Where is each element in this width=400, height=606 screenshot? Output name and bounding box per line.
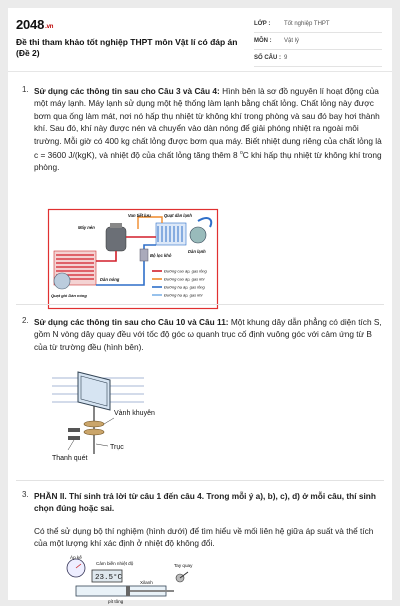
- document-meta: [254, 16, 382, 67]
- document-title: Đề thi tham khảo tốt nghiệp THPT môn Vật lí có đáp án (Đề 2): [16, 37, 238, 58]
- label-filter-drier: Bộ lọc khô: [150, 253, 172, 258]
- evaporator-coil: [156, 223, 186, 245]
- label-evaporator: Dàn lạnh: [188, 249, 206, 254]
- question-number: 2.: [22, 316, 29, 325]
- label-gauge: Áp kế: [70, 555, 82, 560]
- label-compressor: Máy nén: [78, 225, 95, 230]
- compressor-icon: [106, 223, 126, 251]
- label-brush: Thanh quét: [52, 455, 88, 462]
- blower-icon: [190, 227, 206, 243]
- label-temp-sensor: Cảm biến nhiệt độ: [96, 561, 134, 566]
- question-number: 3.: [22, 490, 29, 499]
- generator-coil-diagram: [48, 366, 155, 466]
- label-outdoor-fan: Quạt gió Dàn nóng: [51, 293, 87, 298]
- slip-ring: [84, 429, 104, 435]
- question-number: 1.: [22, 85, 29, 94]
- legend-item: Đường hạ áp, gas khí: [164, 292, 203, 298]
- question-lead: Sử dụng các thông tin sau cho Câu 3 và Câu 4:: [34, 86, 220, 96]
- document-header: [8, 8, 392, 72]
- legend-item: Đường cao áp, gas khí: [164, 276, 205, 282]
- site-logo[interactable]: 2048.vn: [16, 17, 54, 32]
- question-text: Sử dụng các thông tin sau cho Câu 10 và Câu 11: Một khung dây dẫn phẳng có diện tích S, gồm N vòng dây quay đều với tốc độ góc ω quanh trục cố định vuông góc với cảm ứng từ B của từ trường đều (hình bên).: [34, 317, 382, 352]
- label-axis: Trục: [110, 444, 124, 451]
- meta-class: LỚP : Tốt nghiệp THPT: [254, 16, 382, 33]
- air-conditioner-diagram: [48, 209, 218, 309]
- label-indoor-fan: Quạt dàn lạnh: [164, 213, 192, 218]
- label-expansion-valve: Van tiết lưu: [128, 213, 151, 218]
- question-1: [16, 85, 386, 315]
- question-body: Có thể sử dụng bộ thí nghiệm (hình dưới) để tìm hiểu về mối liên hệ giữa áp suất và thể tích của một lượng khí xác định ở nhiệt độ không đổi.: [34, 526, 374, 549]
- question-2: [16, 316, 386, 476]
- meta-question-count: SỐ CÂU : 9: [254, 50, 382, 67]
- slip-ring: [84, 421, 104, 427]
- question-lead: Sử dụng các thông tin sau cho Câu 10 và Câu 11:: [34, 317, 229, 327]
- label-crank: Tay quay: [174, 563, 193, 568]
- question-text: [34, 490, 386, 515]
- temperature-readout: 23.5°C: [95, 574, 123, 582]
- document-page: [8, 8, 392, 604]
- label-syringe: Xilanh: [140, 580, 153, 585]
- question-3: [16, 490, 386, 604]
- brush: [68, 436, 80, 440]
- fan-icon: [54, 273, 70, 289]
- question-lead: PHẦN II. Thí sinh trả lời từ câu 1 đến câu 4. Trong mỗi ý a), b), c), d) ở mỗi câu, thí sinh chọn đúng hoặc sai.: [34, 491, 376, 514]
- legend-item: Đường hạ áp, gas lỏng: [164, 284, 205, 290]
- label-condenser: Dàn nóng: [100, 277, 120, 282]
- brush: [68, 428, 80, 432]
- label-piston: pít tông: [108, 599, 124, 604]
- meta-subject: MÔN : Vật lý: [254, 33, 382, 50]
- divider: [16, 304, 384, 305]
- divider: [16, 480, 384, 481]
- question-text: Sử dụng các thông tin sau cho Câu 3 và Câu 4: Hình bên là sơ đồ nguyên lí hoạt động của một máy lạnh. Máy lạnh sử dụng một hệ thống làm lạnh bằng chất lỏng. Chất lỏng này được bơm qua ống làm mát, nơi nó hấp thụ nhiệt từ không khí trong phòng và sau đó bay hơi thành khí. Sau đó, khí này được nén và chuyển vào dàn nóng để giải phóng nhiệt ra ngoài môi trường. Mỗi giờ có 400 kg chất lỏng được bơm qua máy. Biết nhiệt dung riêng của chất lỏng là c = 3600 J/(kgK), và nhiệt độ của chất lỏng tăng thêm 8 $^o$C khi hấp thụ nhiệt từ không khí trong phòng.: [34, 86, 382, 173]
- label-slip-ring: Vành khuyên: [114, 410, 155, 417]
- filter-drier-icon: [140, 249, 148, 261]
- syringe-apparatus-diagram: [56, 556, 206, 606]
- legend-item: Đường cao áp, gas lỏng: [164, 268, 207, 274]
